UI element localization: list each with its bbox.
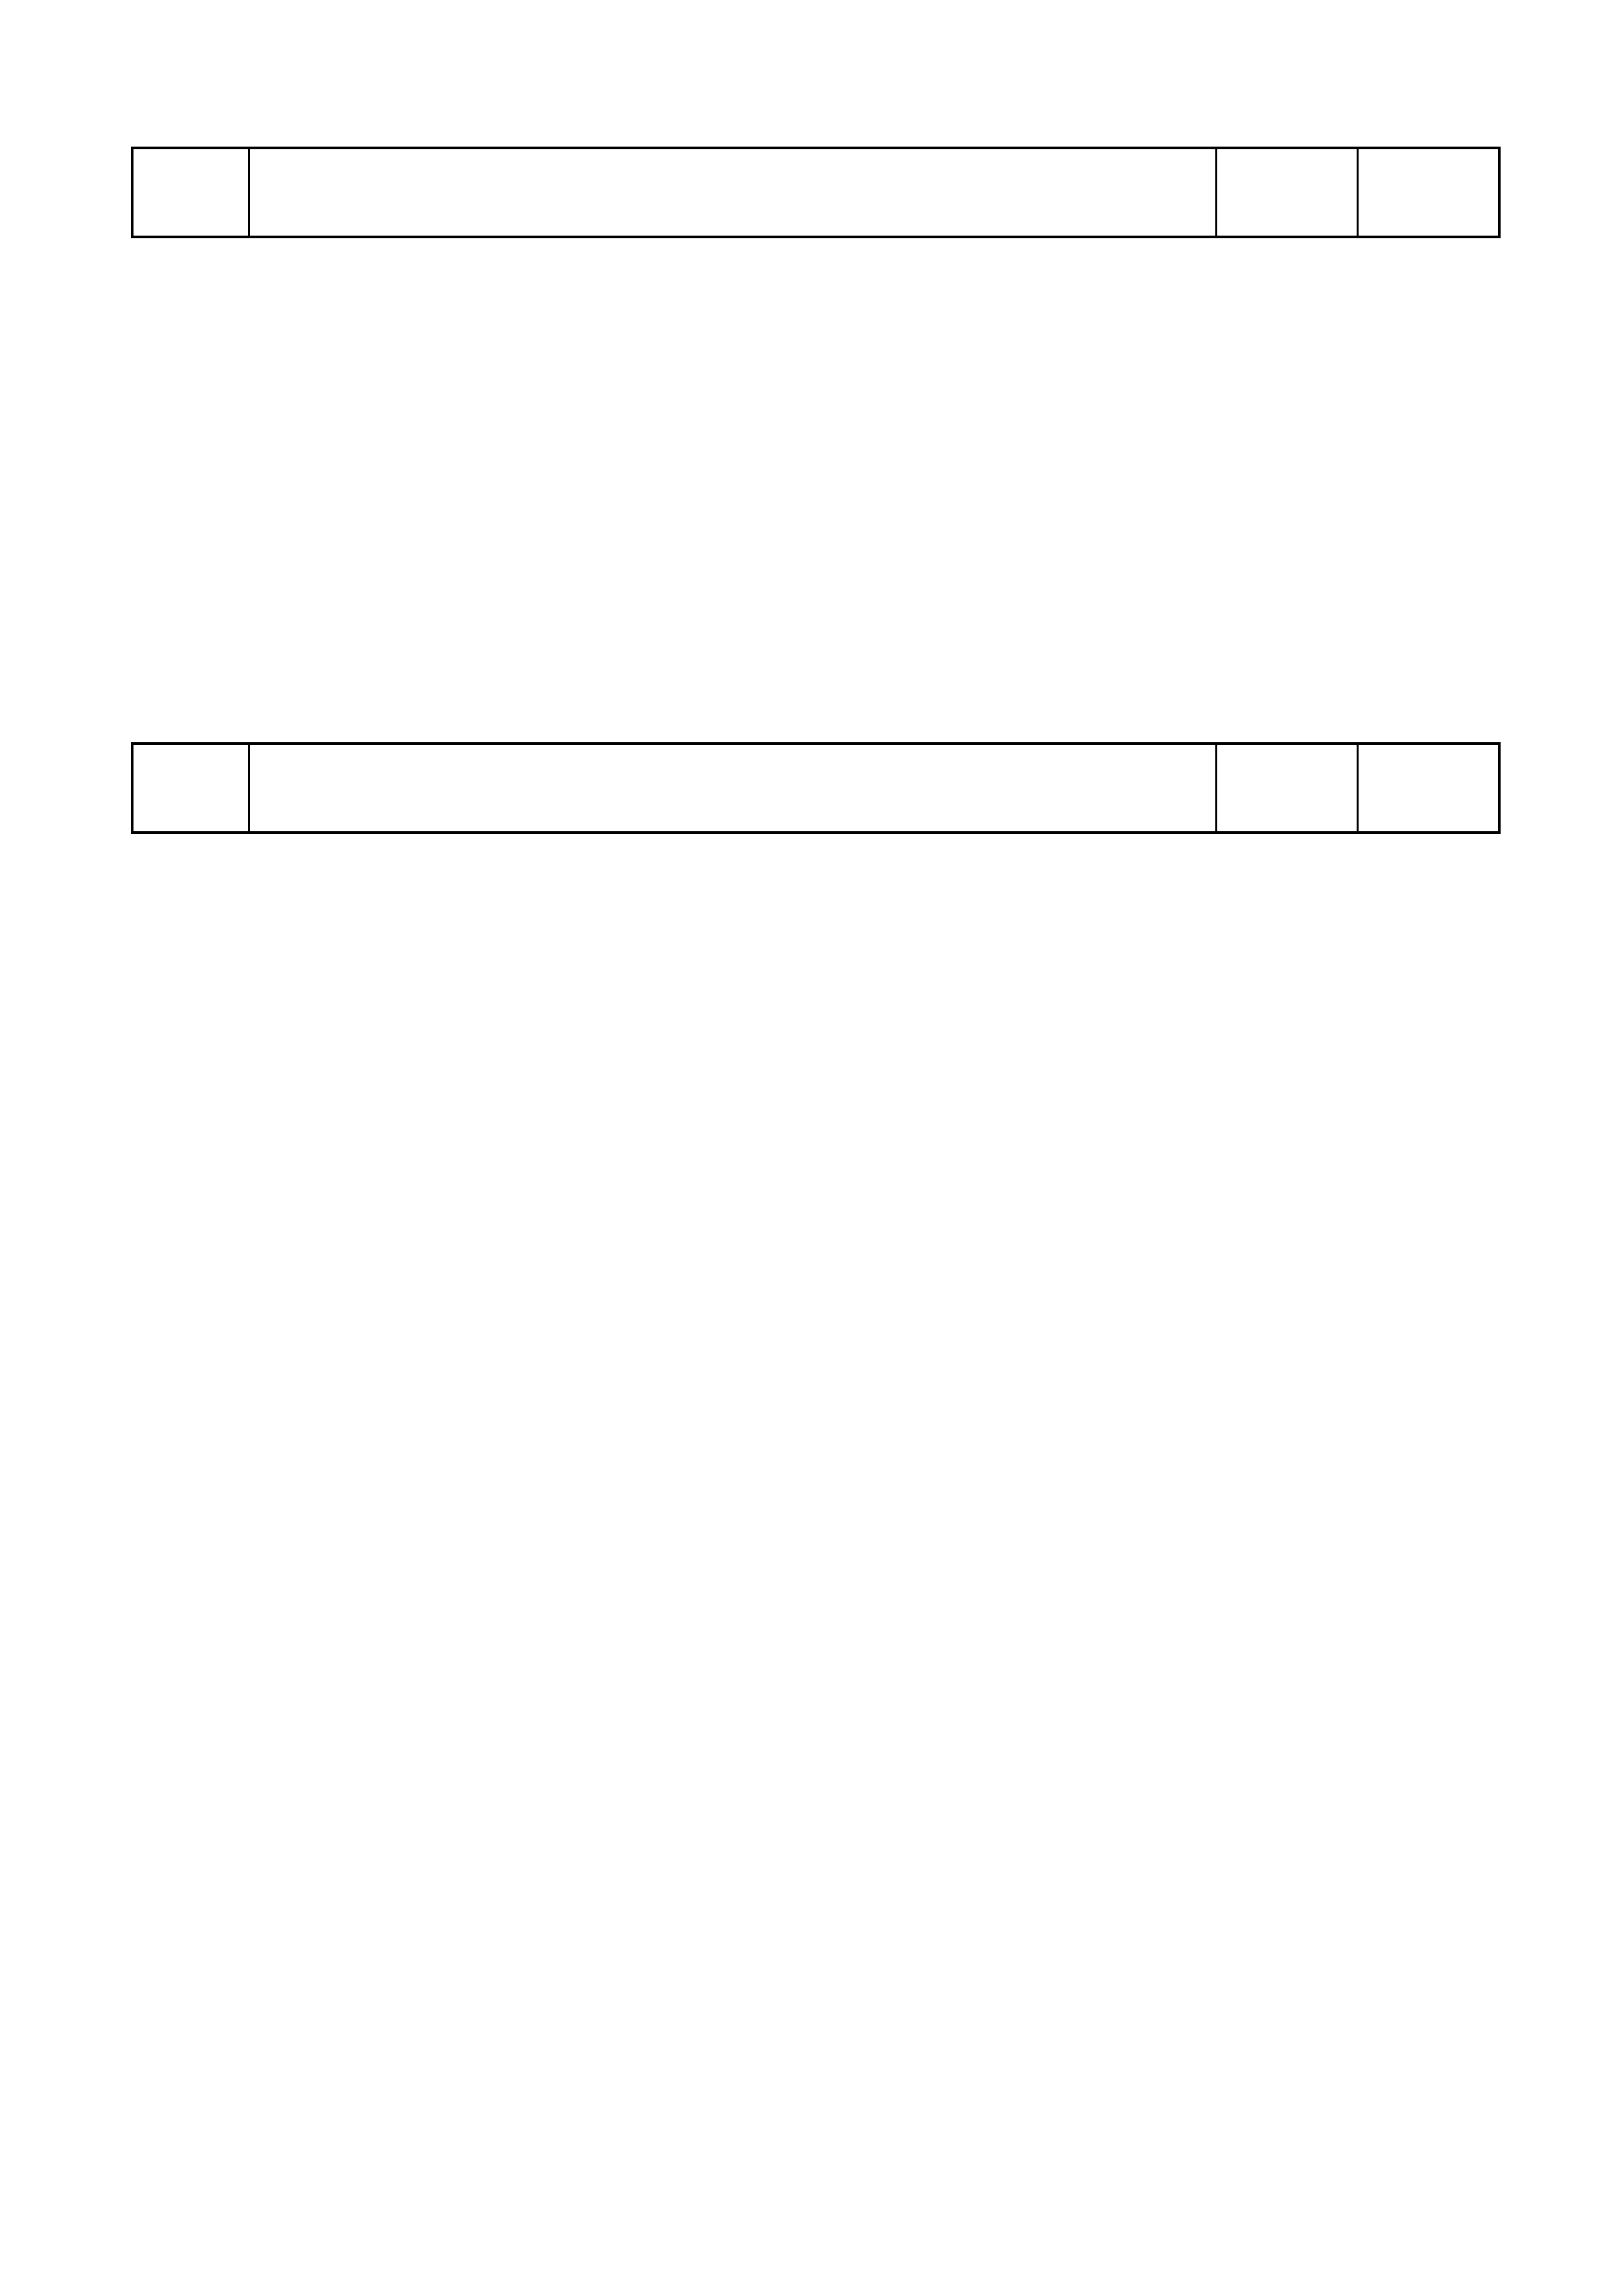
table-header-top (131, 147, 1501, 238)
header-unit (1217, 149, 1359, 236)
header-name (250, 149, 1217, 236)
measure-line-top (132, 118, 293, 139)
header-name (250, 745, 1217, 831)
header-code (134, 745, 250, 831)
header-code (134, 149, 250, 236)
header-unit (1217, 745, 1359, 831)
header-norm (1359, 149, 1498, 236)
header-norm (1359, 745, 1498, 831)
table-header-main (131, 742, 1501, 834)
measure-line-main (132, 715, 293, 736)
